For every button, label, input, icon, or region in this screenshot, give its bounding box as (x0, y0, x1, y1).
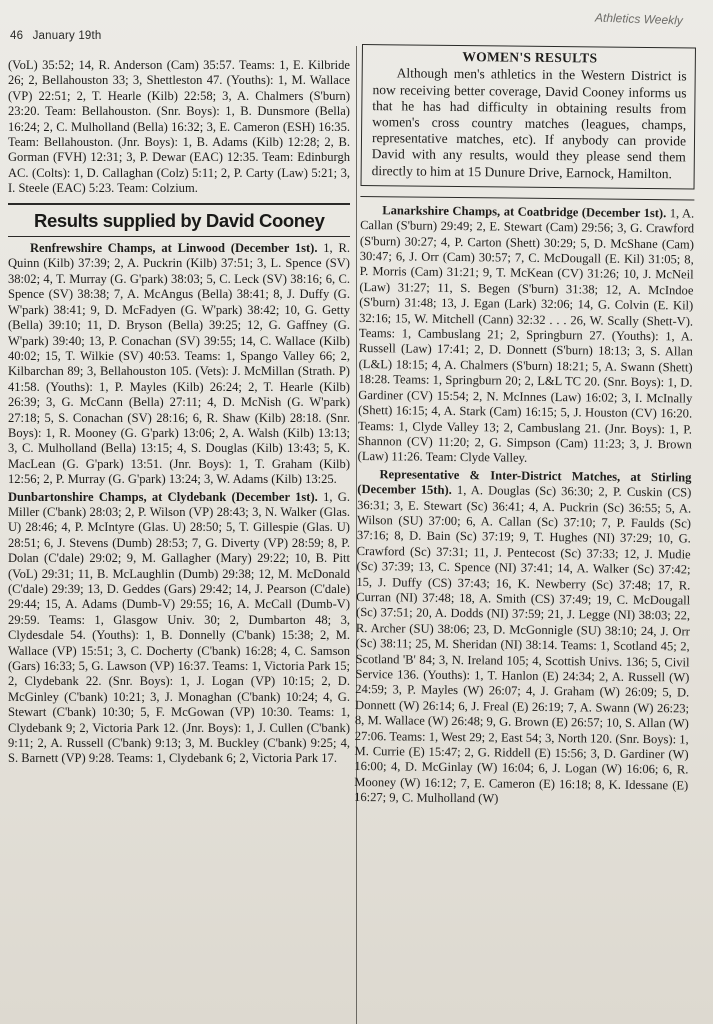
renfrewshire-body: 1, R. Quinn (Kilb) 37:39; 2, A. Puckrin (Kilb) 37:51; 3, L. Spence (SV) 38:02; 4, T. Murray (G. G'park) 38:03; 5, C. Leck (SV) 38:16; 6, C. Spence (SV) 38:38; 7, A. McAngus (Bella) 38:41; 8, J. Duffy (G. W'park) 38:41; 9, D. McFadyen (G. W'park) 38:42; 10, G. Getty (Bella) 39:10; 11, D. Bryson (Bella) 39:25; 12, G. Gaffney (G. W'park) 39:40; 13, P. Conachan (SV) 39:55; 14, C. Wallace (Kilb) 40:02; 15, T. Wilkie (SV) 40:53. Teams: 1, Spango Valley 66; 2, Kilbarchan 89; 3, Bellahouston 105. (Vets): J. McMillan (Strath. P) 41:58. (Youths): 1, P. Mayles (Kilb) 26:24; 2, T. Hearle (Kilb) 26:39; 3, G. McCann (Bella) 27:11; 4, D. McNish (G. W'park) 27:18; 5, S. Conachan (SV) 28:16; 6, R. Shaw (Kilb) 28:18. (Snr. Boys): 1, R. Mooney (G. G'park) 13:06; 2, A. Walsh (Kilb) 13:13; 3, C. Mulholland (Bella) 13:15; 4, S. Douglas (Kilb) 13:43; 5, K. MacLean (G. G'park) 13:51. (Jnr. Boys): 1, T. Graham (Kilb) 12:56; 2, P. Murray (G. G'park) 13:24; 3, W. Adams (Kilb) 13:25. (8, 241, 350, 487)
lanarkshire-body: 1, A. Callan (S'burn) 29:49; 2, E. Stewart (Cam) 29:56; 3, G. Crawford (S'burn) 30:27; 4, P. Carton (Shett) 30:29; 5, D. McShane (Cam) 30:47; 6, J. Orr (Cam) 30:57; 7, C. McDougall (E. Kil) 31:05; 8, P. Morris (Cam) 31:21; 9, T. McKean (CV) 31:26; 10, J. McNeil (Law) 31:27; 11, S. Begen (S'burn) 31:38; 12, A. McIndoe (S'burn) 31:48; 13, J. Egan (Lark) 32:06; 14, G. Colvin (E. Kil) 32:16; 15, W. Mitchell (Cann) 32:32 . . . 26, W. Scally (Shett-V). Teams: 1, Cambuslang 21; 2, Springburn 27. (Youths): 1, A. Russell (Law) 17:41; 2, D. Donnett (S'burn) 18:13; 3, S. Allan (L&L) 18:15; 4, A. Chalmers (S'burn) 18:21; 5, A. Swann (Shett) 18:28. Teams: 1, Springburn 20; 2, L&L TC 20. (Snr. Boys): 1, D. Gardiner (CV) 15:54; 2, N. McInnes (Law) 16:02; 3, I. McInally (Shett) 16:15; 4, A. Stark (Cam) 16:15; 5, J. Houston (CV) 16:20. Teams: 1, Clyde Valley 13; 2, Cambuslang 21. (Jnr. Boys): 1, P. Shannon (CV) 11:20; 2, G. Simpson (Cam) 11:23; 3, J. Brown (Law) 11:26. Team: Clyde Valley. (357, 206, 695, 466)
representative-heading: Representative & Inter-District Matches, at Stirling (December 15th). (357, 466, 692, 498)
section-headline: Results supplied by David Cooney (34, 209, 325, 231)
section-rule (8, 203, 350, 205)
lanarkshire-heading: Lanarkshire Champs, at Coatbridge (December 1st). (382, 203, 667, 221)
page-folio (10, 30, 108, 42)
dunbartonshire-results (8, 490, 350, 767)
dunbartonshire-body: 1, G. Miller (C'bank) 28:03; 2, P. Wilson (VP) 28:43; 3, N. Walker (Glas. U) 28:46; 4, P. McIntyre (Glas. U) 28:50; 5, T. Gillespie (Glas. U) 28:51; 6, J. Stevens (Dumb) 28:53; 7, G. Diverty (VP) 28:59; 8, P. Dolan (C'dale) 29:02; 9, M. Gallagher (Mary) 29:22; 10, B. Pitt (VoL) 29:31; 11, B. McLaughlin (Dumb) 29:38; 12, M. McDonald (C'dale) 29:39; 13, D. Geddes (Gars) 29:42; 14, J. Pearson (C'dale) 29:44; 15, A. Adams (Dumb-V) 29:55; 16, A. McCall (Dumb-V) 29:59. Teams: 1, Glasgow Univ. 30; 2, Dumbarton 48; 3, Clydesdale 54. (Youths): 1, B. Donnelly (C'bank) 15:38; 2, M. Wallace (VP) 15:51; 3, C. Docherty (C'bank) 16:28; 4, C. Samson (Gars) 16:33; 5, G. Lawson (VP) 16:37. Teams: 1, Victoria Park 15; 2, Clydebank 22. (Snr. Boys): 1, J. Logan (VP) 10:15; 2, D. McGinley (C'bank) 10:21; 3, J. Monaghan (C'bank) 10:24; 4, G. Stewart (C'bank) 10:30; 5, F. McGowan (VP) 10:30. Teams: 1, Clydebank 9; 2, Victoria Park 12. (Jnr. Boys): 1, J. Cullen (C'bank) 9:11; 2, A. Russell (C'bank) 9:13; 3, M. Buckley (C'bank) 9:25; 4, S. Barnett (VP) 9:28. Teams: 1, Clydebank 6; 2, Victoria Park 17. (8, 489, 350, 766)
left-column (8, 58, 350, 767)
continued-results: (VoL) 35:52; 14, R. Anderson (Cam) 35:57. Teams: 1, E. Kilbride 26; 2, Bellahouston 33; 3, Shettleston 47. (Youths): 1, M. Wallace (VP) 22:51; 2, T. Hearle (Kilb) 22:58; 3, A. Chalmers (S'burn) 23:20. Team: Bellahouston. (Snr. Boys): 1, B. Dunsmore (Bella) 16:24; 2, C. Mulholland (Bella) 16:32; 3, E. Cameron (ESH) 16:35. Team: Bellahouston. (Jnr. Boys): 1, B. Adams (Kilb) 12:28; 2, B. Gorman (FVH) 12:31; 3, P. Dewar (EAC) 12:35. Team: Edinburgh AC. (Colts): 1, D. Callaghan (Colz) 5:11; 2, P. Carty (Law) 5:21; 3, I. Steele (EAC) 5:23. Team: Colzium. (8, 58, 350, 196)
lanarkshire-results (358, 203, 695, 468)
page-number: 46 (10, 30, 24, 42)
dunbartonshire-heading: Dunbartonshire Champs, at Clydebank (December 1st). (8, 489, 318, 504)
womens-results-title: WOMEN'S RESULTS (462, 49, 598, 66)
right-column (354, 44, 696, 809)
renfrewshire-heading: Renfrewshire Champs, at Linwood (December 1st). (30, 241, 318, 256)
renfrewshire-results (8, 241, 350, 488)
representative-results (354, 467, 692, 809)
headline-rule (8, 236, 350, 237)
womens-results-text: Although men's athletics in the Western District is now receiving better coverage, David Cooney informs us that he has had difficulty in obtaining results from women's cross country matches (leagues, champs, representative matches, etc). If anybody can provide David with any results, would they please send them directly to him at 15 Dunure Drive, Earnock, Hamilton. (371, 65, 687, 181)
womens-results-box (361, 44, 696, 189)
magazine-masthead: Athletics Weekly (594, 10, 684, 28)
page-date: January 19th (32, 30, 102, 42)
box-divider (360, 196, 694, 200)
representative-body: 1, A. Douglas (Sc) 36:30; 2, P. Cuskin (CS) 36:31; 3, E. Stewart (Sc) 36:41; 4, A. Puckrin (Sc) 36:55; 5, A. Wilson (SU) 37:00; 6, A. Callan (Sc) 37:10; 7, P. Faulds (Sc) 37:16; 8, D. Bain (Sc) 37:19; 9, T. Hughes (NI) 37:29; 10, G. Crawford (Sc) 37:31; 11, J. Pentecost (Sc) 37:33; 12, J. Mudie (Sc) 37:39; 13, C. Spence (NI) 37:41; 14, A. Walker (Sc) 37:42; 15, J. Duffy (CS) 37:43; 16, K. Newberry (Sc) 37:48; 17, R. Curran (NI) 37:48; 18, A. Smith (CS) 37:49; 19, C. McDougall (Sc) 37:51; 20, A. Dodds (NI) 37:59; 21, J. Legge (NI) 38:03; 22, R. Archer (SU) 38:06; 23, D. McGonnigle (SU) 38:10; 24, J. Orr (Sc) 38:11; 25, M. Sheridan (NI) 38:14. Teams: 1, Scotland 45; 2, Scotland 'B' 84; 3, N. Ireland 105; 4, Scottish Univs. 136; 5, Civil Service 136. (Youths): 1, T. Hanlon (E) 24:34; 2, A. Russell (W) 24:59; 3, P. Mayles (W) 26:07; 4, J. Graham (W) 26:09; 5, D. Donnett (W) 26:14; 6, J. Freal (E) 26:19; 7, A. Swann (W) 26:23; 8, M. Wallace (W) 26:48; 9, G. Brown (E) 26:57; 10, S. Allan (W) 27:06. Teams: 1, West 29; 2, East 54; 3, North 120. (Snr. Boys): 1, M. Currie (E) 15:47; 2, G. Riddell (E) 15:56; 3, D. Gardiner (W) 16:00; 4, D. McGinlay (W) 16:04; 6, J. Logan (W) 16:06; 6, R. Mooney (W) 16:12; 7, E. Cameron (E) 16:18; 8, K. Idessane (E) 16:27; 9, C. Mulholland (W) (354, 483, 692, 806)
